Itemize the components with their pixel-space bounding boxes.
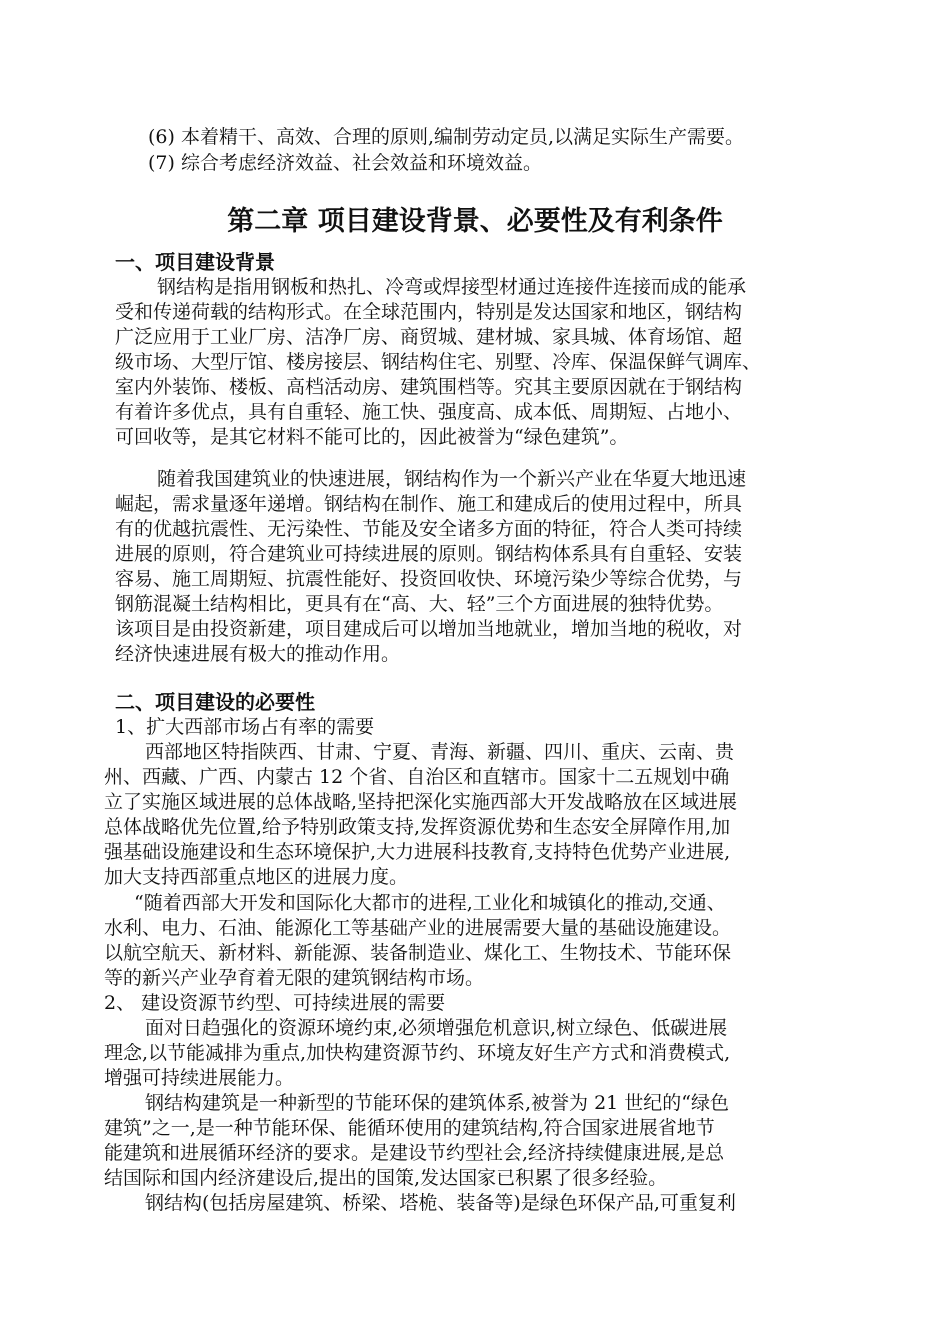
paragraph-line: 该项目是由投资新建，项目建成后可以增加当地就业，增加当地的税收，对 [115,618,743,640]
paragraph-line: 总体战略优先位置,给予特别政策支持,发挥资源优势和生态安全屏障作用,加 [104,816,731,838]
section-heading: 一、项目建设背景 [115,250,275,274]
paragraph-line: 经济快速进展有极大的推动作用。 [115,643,401,665]
paragraph-line: 建筑”之一,是一种节能环保、能循环使用的建筑结构,符合国家进展省地节 [104,1117,715,1139]
paragraph-line: 有着许多优点，具有自重轻、施工快、强度高、成本低、周期短、占地小、 [115,401,743,423]
paragraph-line: 强基础设施建设和生态环境保护,大力进展科技教育,支持特色优势产业进展, [104,841,731,863]
chapter-title: 第二章 项目建设背景、必要性及有利条件 [227,206,723,237]
paragraph-line: 水利、电力、石油、能源化工等基础产业的进展需要大量的基础设施建设。 [104,917,732,939]
paragraph-line: 崛起，需求量逐年递增。钢结构在制作、施工和建成后的使用过程中，所具 [115,493,743,515]
paragraph-line: 能建筑和进展循环经济的要求。是建设节约型社会,经济持续健康进展,是总 [104,1142,725,1164]
paragraph-line: 西部地区特指陕西、甘肃、宁夏、青海、新疆、四川、重庆、云南、贵 [145,741,735,763]
paragraph-line: 钢结构(包括房屋建筑、桥梁、塔桅、装备等)是绿色环保产品,可重复利 [145,1192,736,1214]
paragraph-line: 加大支持西部重点地区的进展力度。 [104,866,409,888]
paragraph-line: 钢筋混凝土结构相比，更具有在“高、大、轻”三个方面进展的独特优势。 [115,593,724,615]
paragraph-line: 结国际和国内经济建设后,提出的国策,发达国家已积累了很多经验。 [104,1167,668,1189]
paragraph-line: 随着我国建筑业的快速进展，钢结构作为一个新兴产业在华夏大地迅速 [157,468,747,490]
section-heading: 二、项目建设的必要性 [115,690,315,714]
paragraph-line: 室内外装饰、楼板、高档活动房、建筑围档等。究其主要原因就在于钢结构 [115,376,743,398]
paragraph-line: 受和传递荷载的结构形式。在全球范围内，特别是发达国家和地区，钢结构 [115,301,743,323]
subsection-heading: 2、 建设资源节约型、可持续进展的需要 [104,992,446,1014]
list-item: (7) 综合考虑经济效益、社会效益和环境效益。 [148,152,542,174]
paragraph-line: 进展的原则，符合建筑业可持续进展的原则。钢结构体系具有自重轻、安装 [115,543,743,565]
paragraph-line: 理念,以节能减排为重点,加快构建资源节约、环境友好生产方式和消费模式, [104,1042,731,1064]
subsection-heading: 1、扩大西部市场占有率的需要 [115,716,375,738]
paragraph-line: 容易、施工周期短、抗震性能好、投资回收快、环境污染少等综合优势，与 [115,568,743,590]
paragraph-line: 钢结构是指用钢板和热扎、冷弯或焊接型材通过连接件连接而成的能承 [157,276,747,298]
paragraph-line: “随着西部大开发和国际化大都市的进程,工业化和城镇化的推动,交通、 [134,892,726,914]
paragraph-line: 有的优越抗震性、无污染性、节能及安全诸多方面的特征，符合人类可持续 [115,518,743,540]
paragraph-line: 面对日趋强化的资源环境约束,必须增强危机意识,树立绿色、低碳进展 [145,1017,728,1039]
list-item: (6) 本着精干、高效、合理的原则,编制劳动定员,以满足实际生产需要。 [148,126,745,148]
paragraph-line: 可回收等，是其它材料不能可比的，因此被誉为“绿色建筑”。 [115,426,629,448]
paragraph-line: 立了实施区域进展的总体战略,坚持把深化实施西部大开发战略放在区域进展 [104,791,738,813]
paragraph-line: 广泛应用于工业厂房、洁净厂房、商贸城、建材城、家具城、体育场馆、超 [115,326,743,348]
paragraph-line: 增强可持续进展能力。 [104,1067,295,1089]
paragraph-line: 以航空航天、新材料、新能源、装备制造业、煤化工、生物技术、节能环保 [104,942,732,964]
paragraph-line: 州、西藏、广西、内蒙古 12 个省、自治区和直辖市。国家十二五规划中确 [104,766,730,788]
paragraph-line: 等的新兴产业孕育着无限的建筑钢结构市场。 [104,967,485,989]
paragraph-line: 钢结构建筑是一种新型的节能环保的建筑体系,被誉为 21 世纪的“绿色 [145,1092,730,1114]
paragraph-line: 级市场、大型厅馆、楼房接层、钢结构住宅、别墅、冷库、保温保鲜气调库、 [115,351,762,373]
